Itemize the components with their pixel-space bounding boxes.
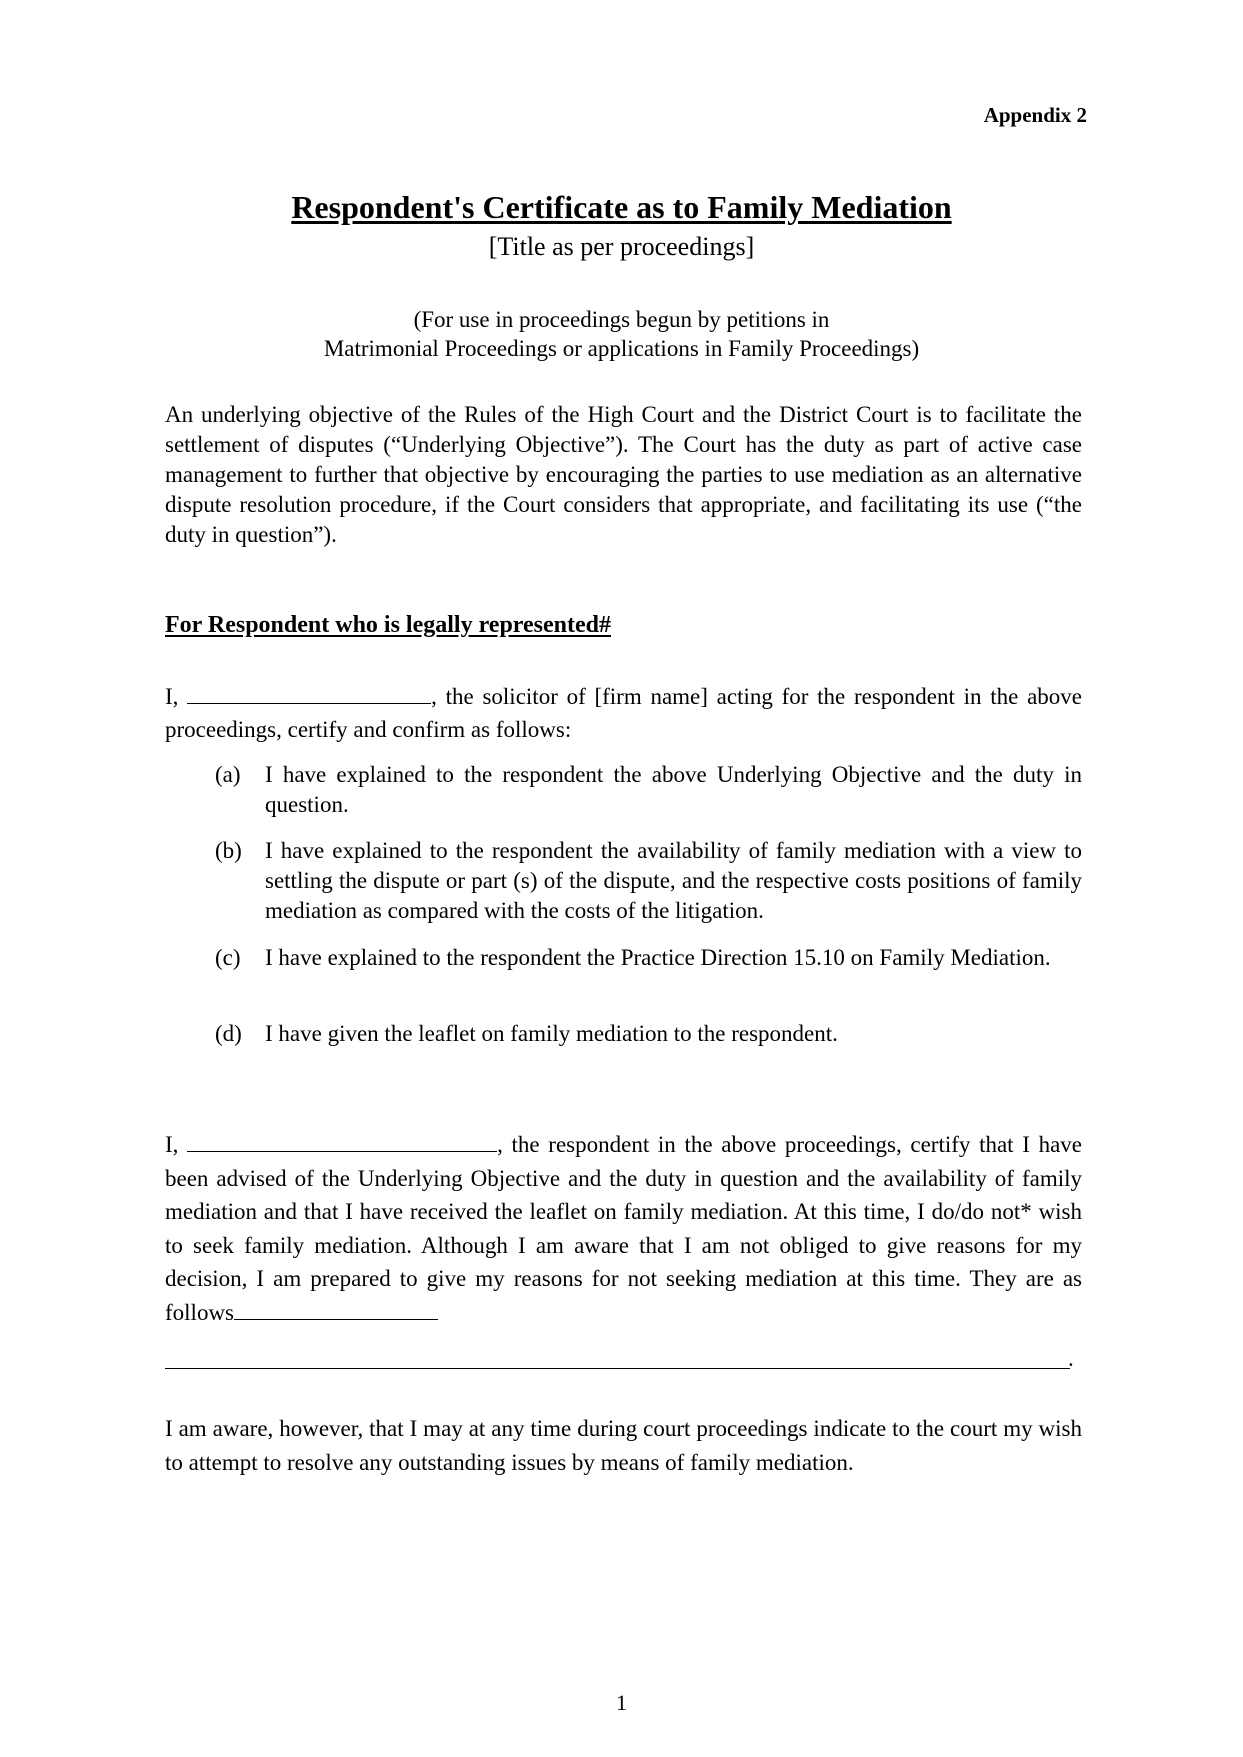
list-item-marker: (b) (215, 838, 242, 863)
section-heading: For Respondent who is legally represented# (165, 612, 612, 638)
solicitor-name-blank[interactable] (187, 683, 431, 704)
list-item-marker: (c) (215, 945, 241, 970)
document-subtitle: [Title as per proceedings] (488, 232, 755, 261)
reasons-blank[interactable] (234, 1299, 438, 1320)
page-number: 1 (616, 1690, 627, 1715)
awareness-paragraph: I am aware, however, that I may at any time during court proceedings indicate to the court my wish to attempt to resolve any outstanding issues by means of family mediation. (165, 1416, 1082, 1475)
reasons-continuation-line[interactable] (165, 1368, 1070, 1369)
respondent-name-blank[interactable] (187, 1131, 497, 1152)
solicitor-text: , the solicitor of [firm name] acting for the respondent in the above proceedings, certify and confirm as follows: (165, 684, 1082, 742)
respondent-certification (165, 1128, 1082, 1329)
appendix-label: Appendix 2 (983, 103, 1087, 127)
list-item-marker: (d) (215, 1021, 242, 1046)
document-title: Respondent's Certificate as to Family Mediation (291, 189, 952, 225)
list-item-marker: (a) (215, 762, 241, 787)
respondent-prefix: I, (165, 1132, 179, 1157)
use-note-line-1: (For use in proceedings begun by petitions in (413, 307, 830, 332)
solicitor-certification (165, 680, 1082, 746)
list-item-text: I have explained to the respondent the Practice Direction 15.10 on Family Mediation. (265, 945, 1051, 970)
respondent-text: , the respondent in the above proceedings, certify that I have been advised of the Underlying Objective and the duty in question and the availability of family mediation and that I have received the leaflet on family mediation. At this time, I do/do not* wish to seek family mediation. Although I am aware that I am not obliged to give reasons for my decision, I am prepared to give my reasons for not seeking mediation at this time. They are as follows (165, 1132, 1082, 1325)
list-item-text: I have explained to the respondent the above Underlying Objective and the duty in question. (265, 762, 1082, 817)
reasons-end-period: . (1068, 1346, 1074, 1371)
list-item-text: I have given the leaflet on family mediation to the respondent. (265, 1021, 838, 1046)
list-item-text: I have explained to the respondent the availability of family mediation with a view to settling the dispute or part (s) of the dispute, and the respective costs positions of family mediation as compared with the costs of the litigation. (265, 838, 1082, 923)
solicitor-prefix: I, (165, 684, 179, 709)
use-note (0, 305, 1243, 363)
intro-paragraph: An underlying objective of the Rules of the High Court and the District Court is to facilitate the settlement of disputes (“Underlying Objective”). The Court has the duty as part of active case management to further that objective by encouraging the parties to use mediation as an alternative dispute resolution procedure, if the Court considers that appropriate, and facilitating its use (“the duty in question”). (165, 402, 1082, 547)
use-note-line-2: Matrimonial Proceedings or applications in Family Proceedings) (323, 336, 920, 361)
